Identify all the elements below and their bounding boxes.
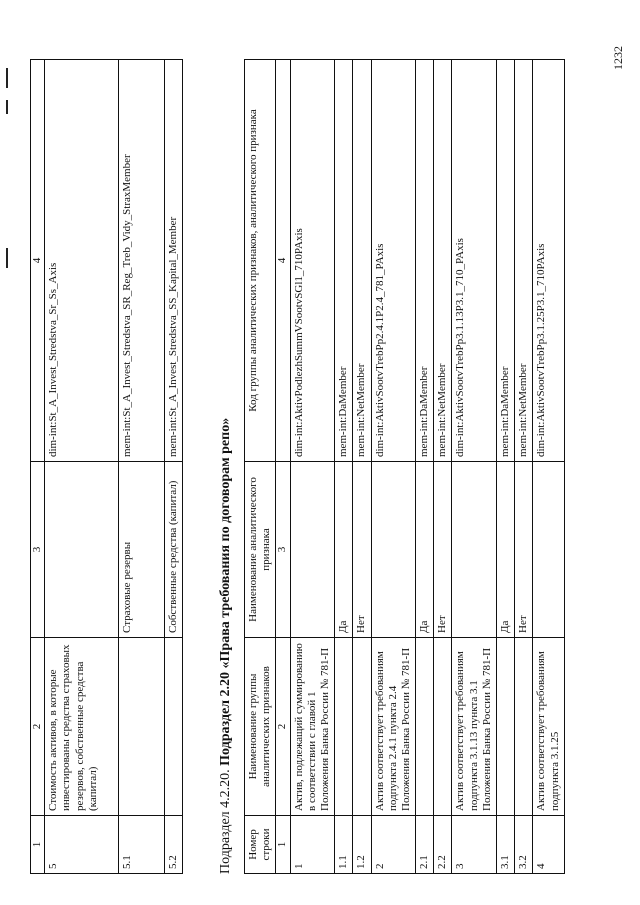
header-group-name: Наименование группы аналитических признаков [245,638,276,816]
attribute-name: Да [335,462,353,638]
header-row-number: Номер строки [245,816,276,874]
row-number: 1 [290,816,335,874]
attribute-code: dim-int:AktivSootvTrebPp3.1.13P3.1_710_PAxis [452,60,497,462]
attribute-code: dim-int:AktivPodlezhSummVSootvSGl1_710PAxis [290,60,335,462]
col-number: 1 [276,816,290,874]
group-name [119,638,165,816]
table-row [416,60,434,874]
rotated-page-content [22,50,618,882]
scan-edge-mark [6,248,8,268]
row-number: 5 [45,816,119,874]
group-name [165,638,183,816]
group-name: Актив соответствует требованиям подпункта 3.1.13 пункта 3.1 Положения Банка России № 781-П [452,638,497,816]
attribute-code: mem-int:St_A_Invest_Stredstva_SS_Kapital_Member [165,60,183,462]
group-name [353,638,371,816]
row-number: 3.2 [515,816,533,874]
attribute-code: mem-int:DaMember [497,60,515,462]
header-attribute-name: Наименование аналитического признака [245,462,276,638]
col-number: 1 [31,816,45,874]
row-number: 5.2 [165,816,183,874]
header-attribute-code: Код группы аналитических признаков, аналитического признака [245,60,276,462]
table-row [353,60,371,874]
table-row [335,60,353,874]
table-column-numbers [31,60,45,874]
attribute-code: dim-int:AktivSootvTrebPp2.4.1P2.4_781_PAxis [371,60,416,462]
scan-edge-mark [6,68,8,88]
attribute-name: Нет [353,462,371,638]
group-name: Актив соответствует требованиям подпункта 3.1.25 [533,638,564,816]
section-title-prefix: Подраздел 4.2.20. [218,769,233,874]
group-name [434,638,452,816]
attribute-name [452,462,497,638]
attribute-code: mem-int:NetMember [353,60,371,462]
group-name [515,638,533,816]
attribute-code: mem-int:NetMember [515,60,533,462]
attribute-name [45,462,119,638]
group-name [497,638,515,816]
row-number: 2.2 [434,816,452,874]
attribute-name [533,462,564,638]
attribute-code: mem-int:NetMember [434,60,452,462]
attribute-name [371,462,416,638]
attribute-name: Страховые резервы [119,462,165,638]
attribute-code: mem-int:St_A_Invest_Stredstva_SR_Reg_Treb_Vidy_StraxMember [119,60,165,462]
attribute-name: Нет [515,462,533,638]
col-number: 4 [276,60,290,462]
table-row [452,60,497,874]
table-row [119,60,165,874]
col-number: 3 [276,462,290,638]
row-number: 2 [371,816,416,874]
table-row [165,60,183,874]
attribute-code: dim-int:AktivSootvTrebPp3.1.25P3.1_710PAxis [533,60,564,462]
table-repo-claims [244,59,565,874]
table-row [497,60,515,874]
attribute-name: Собственные средства (капитал) [165,462,183,638]
section-title [218,418,234,874]
table-row [515,60,533,874]
table-row [434,60,452,874]
group-name [335,638,353,816]
row-number: 4 [533,816,564,874]
group-name: Актив, подлежащий суммированию в соответствии с главой 1 Положения Банка России № 781-П [290,638,335,816]
table-insurance-assets [30,59,183,874]
group-name: Актив соответствует требованиям подпункта 2.4.1 пункта 2.4 Положения Банка России № 781-П [371,638,416,816]
attribute-name: Да [497,462,515,638]
group-name: Стоимость активов, в которые инвестированы средства страховых резервов, собственные средства (капитал) [45,638,119,816]
attribute-name: Да [416,462,434,638]
col-number: 2 [276,638,290,816]
table-row [45,60,119,874]
group-name [416,638,434,816]
row-number: 5.1 [119,816,165,874]
table-row [533,60,564,874]
col-number: 2 [31,638,45,816]
section-title-bold: Подраздел 2.20 «Права требования по договорам репо» [218,417,233,766]
table-row [290,60,335,874]
attribute-name [290,462,335,638]
table-column-numbers [276,60,290,874]
row-number: 3.1 [497,816,515,874]
row-number: 1.1 [335,816,353,874]
col-number: 4 [31,60,45,462]
row-number: 3 [452,816,497,874]
attribute-code: mem-int:DaMember [335,60,353,462]
attribute-code: dim-int:St_A_Invest_Stredstva_Sr_Ss_Axis [45,60,119,462]
row-number: 2.1 [416,816,434,874]
attribute-name: Нет [434,462,452,638]
table-row [371,60,416,874]
row-number: 1.2 [353,816,371,874]
page-number: 1232 [611,46,625,70]
scan-edge-mark [6,100,8,114]
table-header [245,60,276,874]
col-number: 3 [31,462,45,638]
attribute-code: mem-int:DaMember [416,60,434,462]
